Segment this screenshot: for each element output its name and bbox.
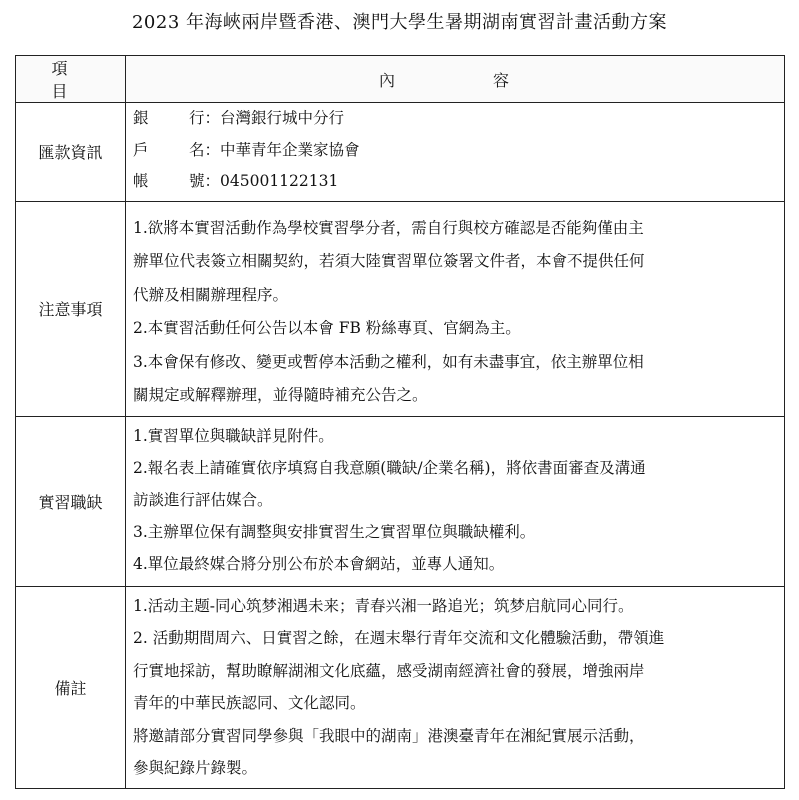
notes-line: 1.欲將本實習活動作為學校實習學分者，需自行與校方確認是否能夠僅由主 [133,218,644,237]
activity-plan-table [15,55,785,789]
remit-number-value: 045001122131 [220,172,339,190]
table-row-notes [16,201,785,416]
positions-label: 實習職缺 [16,416,126,586]
remit-name-key-a: 戶 [133,140,149,159]
remarks-line: 1.活动主题-同心筑梦湘遇未来；青春兴湘一路追光；筑梦启航同心同行。 [133,596,634,615]
notes-line: 辦單位代表簽立相關契約，若須大陸實習單位簽署文件者，本會不提供任何 [133,252,645,270]
remit-account-name-line [133,135,778,167]
header-item: 項 目 [16,56,126,103]
remit-number-key-a: 帳 [133,172,149,190]
document-title: 2023 年海峽兩岸暨香港、澳門大學生暑期湖南實習計畫活動方案 [131,12,668,33]
remit-bank-key-b: 行： [189,109,221,127]
notes-content [126,201,785,416]
remit-content [126,103,785,202]
notes-line: 代辦及相關辦理程序。 [133,285,289,304]
remarks-label: 備註 [16,586,126,788]
remit-bank-value: 台灣銀行城中分行 [220,109,345,127]
remarks-line: 青年的中華民族認同、文化認同。 [133,694,366,712]
notes-line: 3.本會保有修改、變更或暫停本活動之權利，如有未盡事宜，依主辦單位相 [133,352,644,371]
table-header-row [16,56,785,103]
remit-bank-key-a: 銀 [133,109,149,127]
table-row-remarks [16,586,785,788]
notes-line: 2.本實習活動任何公告以本會 FB 粉絲專頁、官網為主。 [133,319,521,337]
notes-line: 關規定或解釋辦理，並得隨時補充公告之。 [133,386,428,404]
remit-label: 匯款資訊 [16,103,126,202]
header-content: 內 容 [126,56,785,103]
positions-line: 2.報名表上請確實依序填寫自我意願(職缺/企業名稱)，將依書面審查及溝通 [133,458,646,477]
remarks-line: 行實地採訪，幫助瞭解湖湘文化底蘊，感受湖南經濟社會的發展，增強兩岸 [133,661,645,680]
notes-label: 注意事項 [16,201,126,416]
remarks-line: 將邀請部分實習同學參與「我眼中的湖南」港澳臺青年在湘紀實展示活動， [133,726,645,745]
remarks-line: 參與紀錄片錄製。 [133,759,258,777]
positions-line: 訪談進行評估媒合。 [133,490,273,509]
remit-number-key-b: 號： [189,172,221,190]
positions-line: 3.主辦單位保有調整與安排實習生之實習單位與職缺權利。 [133,522,536,541]
remit-account-number-line [133,166,778,198]
positions-line: 1.實習單位與職缺詳見附件。 [133,426,334,445]
remarks-content [126,586,785,788]
remit-name-value: 中華青年企業家協會 [220,140,360,159]
remit-name-key-b: 名： [189,140,221,159]
positions-line: 4.單位最終媒合將分別公布於本會網站，並專人通知。 [133,554,505,573]
table-row-positions [16,416,785,586]
positions-content [126,416,785,586]
remit-bank-line [133,103,778,135]
table-row-remit [16,103,785,202]
remarks-line: 2. 活動期間周六、日實習之餘，在週末舉行青年交流和文化體驗活動，帶領進 [133,629,665,647]
